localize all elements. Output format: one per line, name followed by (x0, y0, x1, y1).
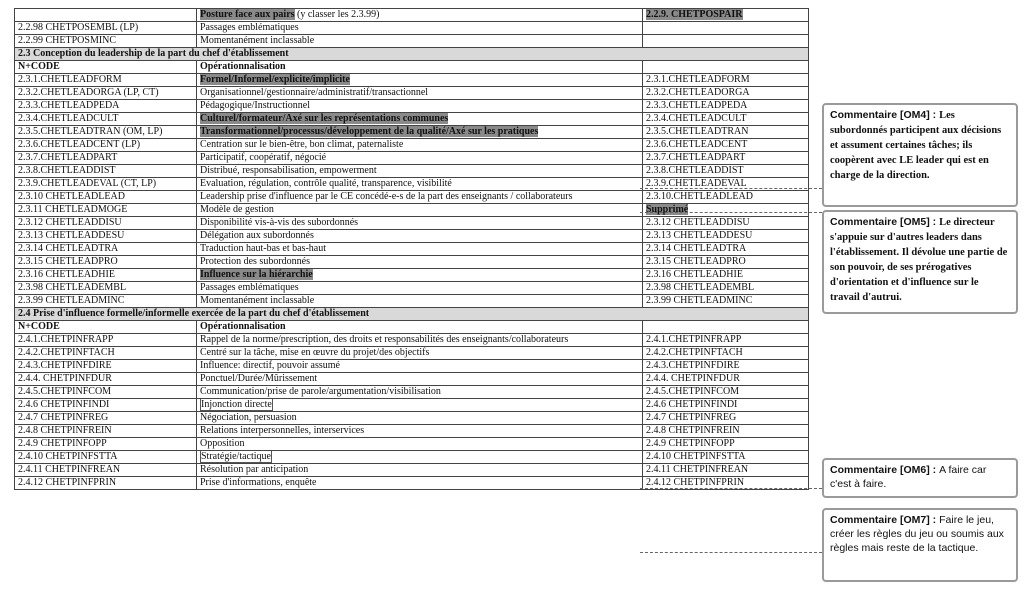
table-row (15, 230, 809, 243)
revised-code-cell (643, 9, 809, 22)
operationalisation-text: Culturel/formateur/Axé sur les représentations communes (200, 113, 449, 124)
revised-code-cell (643, 386, 809, 399)
table-row (15, 269, 809, 282)
operationalisation-text: Centration sur le bien-être, bon climat, paternaliste (200, 139, 404, 150)
revised-code-text: 2.4.12 CHETPINFPRIN (646, 477, 745, 488)
operationalisation-cell (197, 269, 643, 282)
operationalisation-text: Centré sur la tâche, mise en œuvre du projet/des objectifs (200, 347, 430, 358)
revised-code-cell (643, 334, 809, 347)
code-cell: 2.3.1.CHETLEADFORM (15, 74, 197, 87)
table-row (15, 100, 809, 113)
table-row (15, 295, 809, 308)
comment-text: Le directeur s'appuie sur d'autres leaders dans l'établissement. Il dévolue une partie de son pouvoir, de ses prérogatives d'orientation et d'influence sur le travail d'autrui. (830, 217, 1008, 303)
operationalisation-text: Influence sur la hiérarchie (200, 269, 313, 280)
table-row (15, 35, 809, 48)
code-cell: 2.3.10 CHETLEADLEAD (15, 191, 197, 204)
section-title: 2.4 Prise d'influence formelle/informelle exercée de la part du chef d'établissement (15, 308, 809, 321)
table-row (15, 9, 809, 22)
operationalisation-cell (197, 334, 643, 347)
operationalisation-text: Prise d'informations, enquête (200, 477, 317, 488)
operationalisation-text: Protection des subordonnés (200, 256, 310, 267)
code-cell: 2.4.3.CHETPINFDIRE (15, 360, 197, 373)
revised-code-text: 2.3.9.CHETLEADEVAL (646, 178, 747, 189)
comment-om7[interactable] (822, 508, 1018, 582)
revised-code-text: 2.3.6.CHETLEADCENT (646, 139, 748, 150)
operationalisation-cell (197, 61, 643, 74)
operationalisation-cell (197, 256, 643, 269)
code-cell: 2.2.98 CHETPOSEMBL (LP) (15, 22, 197, 35)
operationalisation-text: Transformationnel/processus/développement de la qualité/Axé sur les pratiques (200, 126, 539, 137)
revised-code-cell (643, 165, 809, 178)
operationalisation-cell (197, 204, 643, 217)
revised-code-cell (643, 269, 809, 282)
section-row (15, 48, 809, 61)
revised-code-cell (643, 100, 809, 113)
operationalisation-cell (197, 74, 643, 87)
code-cell: 2.4.7 CHETPINFREG (15, 412, 197, 425)
operationalisation-text: Organisationnel/gestionnaire/administratif/transactionnel (200, 87, 429, 98)
operationalisation-text: Traduction haut-bas et bas-haut (200, 243, 326, 254)
code-cell: 2.4.9 CHETPINFOPP (15, 438, 197, 451)
operationalisation-cell (197, 412, 643, 425)
code-cell: 2.3.9.CHETLEADEVAL (CT, LP) (15, 178, 197, 191)
revised-code-cell (643, 451, 809, 464)
table-row (15, 399, 809, 412)
operationalisation-cell (197, 282, 643, 295)
comment-connector (640, 212, 822, 213)
operationalisation-cell (197, 373, 643, 386)
table-row (15, 451, 809, 464)
code-cell: 2.3.14 CHETLEADTRA (15, 243, 197, 256)
revised-code-text: 2.3.14 CHETLEADTRA (646, 243, 747, 254)
revised-code-text: 2.4.4. CHETPINFDUR (646, 373, 740, 384)
operationalisation-cell (197, 87, 643, 100)
operationalisation-cell (197, 230, 643, 243)
revised-code-text: 2.4.5.CHETPINFCOM (646, 386, 740, 397)
revised-code-cell (643, 204, 809, 217)
code-cell (15, 9, 197, 22)
operationalisation-cell (197, 126, 643, 139)
operationalisation-note: (y classer les 2.3.99) (294, 9, 380, 20)
table-row (15, 113, 809, 126)
table-row (15, 165, 809, 178)
code-cell: 2.3.13 CHETLEADDESU (15, 230, 197, 243)
operationalisation-cell (197, 217, 643, 230)
revised-code-cell (643, 126, 809, 139)
code-cell: 2.4.5.CHETPINFCOM (15, 386, 197, 399)
revised-code-text: 2.4.9 CHETPINFOPP (646, 438, 735, 449)
code-cell: 2.4.12 CHETPINFPRIN (15, 477, 197, 490)
operationalisation-text: Leadership prise d'influence par le CE concédé-e-s de la part des enseignants / collaborateurs (200, 191, 573, 202)
code-cell: N+CODE (15, 321, 197, 334)
code-cell: 2.3.8.CHETLEADDIST (15, 165, 197, 178)
revised-code-cell (643, 152, 809, 165)
operationalisation-cell (197, 165, 643, 178)
table-row (15, 87, 809, 100)
table-row (15, 191, 809, 204)
table-row (15, 22, 809, 35)
revised-code-cell (643, 295, 809, 308)
operationalisation-text: Délégation aux subordonnés (200, 230, 314, 241)
comment-om4[interactable] (822, 103, 1018, 207)
code-cell: 2.4.4. CHETPINFDUR (15, 373, 197, 386)
table-row (15, 360, 809, 373)
code-cell: 2.3.98 CHETLEADEMBL (15, 282, 197, 295)
code-cell: 2.3.5.CHETLEADTRAN (OM, LP) (15, 126, 197, 139)
revised-code-cell (643, 373, 809, 386)
revised-code-text: 2.3.10.CHETLEADLEAD (646, 191, 753, 202)
table-row (15, 217, 809, 230)
code-cell: 2.3.3.CHETLEADPEDA (15, 100, 197, 113)
coding-table (14, 8, 809, 490)
comment-text: Faire le jeu, créer les règles du jeu ou soumis aux règles mais reste de la tactique. (830, 514, 1004, 554)
operationalisation-cell (197, 321, 643, 334)
code-cell: 2.4.10 CHETPINFSTTA (15, 451, 197, 464)
revised-code-text: 2.3.5.CHETLEADTRAN (646, 126, 749, 137)
revised-code-text: 2.3.15 CHETLEADPRO (646, 256, 746, 267)
table-row (15, 373, 809, 386)
code-cell: 2.3.6.CHETLEADCENT (LP) (15, 139, 197, 152)
comment-connector (640, 552, 822, 553)
revised-code-cell (643, 217, 809, 230)
revised-code-text: Supprimé (646, 204, 689, 215)
operationalisation-cell (197, 243, 643, 256)
revised-code-cell (643, 87, 809, 100)
revised-code-cell (643, 74, 809, 87)
operationalisation-text: Résolution par anticipation (200, 464, 309, 475)
operationalisation-text: Momentanément inclassable (200, 35, 315, 46)
comment-label: Commentaire [OM4] : (830, 109, 940, 121)
revised-code-text: 2.4.10 CHETPINFSTTA (646, 451, 746, 462)
table-row (15, 204, 809, 217)
table-row (15, 425, 809, 438)
revised-code-text: 2.3.1.CHETLEADFORM (646, 74, 750, 85)
operationalisation-text: Disponibilité vis-à-vis des subordonnés (200, 217, 359, 228)
comment-om5[interactable] (822, 210, 1018, 314)
section-title: 2.3 Conception du leadership de la part du chef d'établissement (15, 48, 809, 61)
operationalisation-text: Relations interpersonnelles, interservices (200, 425, 365, 436)
operationalisation-cell (197, 22, 643, 35)
operationalisation-text: Pédagogique/Instructionnel (200, 100, 310, 111)
revised-code-cell (643, 425, 809, 438)
operationalisation-text: Opérationnalisation (200, 321, 286, 332)
code-cell: 2.3.2.CHETLEADORGA (LP, CT) (15, 87, 197, 100)
revised-code-cell (643, 412, 809, 425)
operationalisation-cell (197, 139, 643, 152)
revised-code-cell (643, 139, 809, 152)
table-row (15, 464, 809, 477)
revised-code-text: 2.3.98 CHETLEADEMBL (646, 282, 755, 293)
revised-code-cell (643, 61, 809, 74)
operationalisation-cell (197, 360, 643, 373)
operationalisation-cell (197, 477, 643, 490)
operationalisation-cell (197, 35, 643, 48)
revised-code-text: 2.4.3.CHETPINFDIRE (646, 360, 740, 371)
table-row (15, 347, 809, 360)
operationalisation-text: Participatif, coopératif, négocié (200, 152, 327, 163)
operationalisation-text: Opérationnalisation (200, 61, 286, 72)
operationalisation-text: Distribué, responsabilisation, empowerment (200, 165, 377, 176)
table-row (15, 74, 809, 87)
revised-code-text: 2.4.11 CHETPINFREAN (646, 464, 749, 475)
code-cell: 2.4.2.CHETPINFTACH (15, 347, 197, 360)
code-cell: 2.3.7.CHETLEADPART (15, 152, 197, 165)
operationalisation-text: Communication/prise de parole/argumentation/visibilisation (200, 386, 441, 397)
operationalisation-text: Ponctuel/Durée/Mûrissement (200, 373, 318, 384)
revised-code-cell (643, 347, 809, 360)
comment-text: A faire car c'est à faire. (830, 464, 987, 490)
table-row (15, 256, 809, 269)
operationalisation-text: Opposition (200, 438, 245, 449)
revised-code-cell (643, 22, 809, 35)
code-cell: 2.3.12 CHETLEADDISU (15, 217, 197, 230)
code-cell: N+CODE (15, 61, 197, 74)
code-cell: 2.4.11 CHETPINFREAN (15, 464, 197, 477)
operationalisation-text: Posture face aux pairs (200, 9, 295, 20)
operationalisation-cell (197, 295, 643, 308)
revised-code-cell (643, 282, 809, 295)
revised-code-text: 2.3.12 CHETLEADDISU (646, 217, 750, 228)
revised-code-text: 2.3.16 CHETLEADHIE (646, 269, 743, 280)
operationalisation-cell (197, 438, 643, 451)
revised-code-cell (643, 230, 809, 243)
comment-connector (640, 488, 822, 489)
operationalisation-cell (197, 451, 643, 464)
operationalisation-cell (197, 100, 643, 113)
operationalisation-text: Passages emblématiques (200, 22, 299, 33)
operationalisation-text: Influence: directif, pouvoir assumé (200, 360, 340, 371)
revised-code-text: 2.3.7.CHETLEADPART (646, 152, 746, 163)
code-cell: 2.2.99 CHETPOSMINC (15, 35, 197, 48)
comment-text: Les subordonnés participent aux décisions et assument certaines tâches; ils coopèrent avec LE leader qui est en charge de la direction. (830, 110, 1002, 181)
header-row (15, 321, 809, 334)
revised-code-text: 2.4.1.CHETPINFRAPP (646, 334, 742, 345)
revised-code-text: 2.3.4.CHETLEADCULT (646, 113, 747, 124)
revised-code-text: 2.3.8.CHETLEADDIST (646, 165, 744, 176)
revised-code-cell (643, 438, 809, 451)
code-cell: 2.4.6 CHETPINFINDI (15, 399, 197, 412)
code-cell: 2.3.16 CHETLEADHIE (15, 269, 197, 282)
table-row (15, 282, 809, 295)
table-row (15, 412, 809, 425)
operationalisation-text: Formel/Informel/explicite/implicite (200, 74, 350, 85)
revised-code-cell (643, 35, 809, 48)
comment-label: Commentaire [OM7] : (830, 514, 940, 526)
code-cell: 2.4.8 CHETPINFREIN (15, 425, 197, 438)
code-cell: 2.3.4.CHETLEADCULT (15, 113, 197, 126)
comment-connector (640, 188, 822, 189)
operationalisation-text: Stratégie/tactique (201, 451, 271, 462)
table-row (15, 139, 809, 152)
operationalisation-text: Passages emblématiques (200, 282, 299, 293)
code-cell: 2.3.99 CHETLEADMINC (15, 295, 197, 308)
table-row (15, 126, 809, 139)
operationalisation-cell (197, 399, 643, 412)
operationalisation-cell (197, 152, 643, 165)
comment-om6[interactable] (822, 458, 1018, 498)
operationalisation-cell (197, 9, 643, 22)
operationalisation-cell (197, 113, 643, 126)
revised-code-text: 2.3.3.CHETLEADPEDA (646, 100, 748, 111)
operationalisation-cell (197, 386, 643, 399)
table-row (15, 438, 809, 451)
operationalisation-text: Momentanément inclassable (200, 295, 315, 306)
table-row (15, 334, 809, 347)
revised-code-text: 2.4.7 CHETPINFREG (646, 412, 737, 423)
operationalisation-text: Injonction directe (201, 399, 272, 410)
operationalisation-cell (197, 464, 643, 477)
table-row (15, 152, 809, 165)
revised-code-cell (643, 464, 809, 477)
table-row (15, 386, 809, 399)
revised-code-text: 2.2.9. CHETPOSPAIR (646, 9, 743, 20)
revised-code-text: 2.4.8 CHETPINFREIN (646, 425, 740, 436)
code-cell: 2.4.1.CHETPINFRAPP (15, 334, 197, 347)
operationalisation-cell (197, 191, 643, 204)
revised-code-text: 2.4.6 CHETPINFINDI (646, 399, 738, 410)
code-cell: 2.3.11 CHETLEADMOGE (15, 204, 197, 217)
revised-code-cell (643, 360, 809, 373)
operationalisation-text: Modèle de gestion (200, 204, 274, 215)
operationalisation-cell (197, 347, 643, 360)
revised-code-cell (643, 399, 809, 412)
table-row (15, 243, 809, 256)
code-cell: 2.3.15 CHETLEADPRO (15, 256, 197, 269)
revised-code-text: 2.3.99 CHETLEADMINC (646, 295, 753, 306)
revised-code-text: 2.3.13 CHETLEADDESU (646, 230, 753, 241)
operationalisation-text: Rappel de la norme/prescription, des droits et responsabilités des enseignants/collaborateurs (200, 334, 569, 345)
revised-code-text: 2.4.2.CHETPINFTACH (646, 347, 743, 358)
operationalisation-cell (197, 425, 643, 438)
header-row (15, 61, 809, 74)
operationalisation-text: Evaluation, régulation, contrôle qualité, transparence, visibilité (200, 178, 452, 189)
revised-code-cell (643, 191, 809, 204)
revised-code-text: 2.3.2.CHETLEADORGA (646, 87, 750, 98)
operationalisation-cell (197, 178, 643, 191)
section-row (15, 308, 809, 321)
operationalisation-text: Négociation, persuasion (200, 412, 297, 423)
revised-code-cell (643, 243, 809, 256)
comment-label: Commentaire [OM5] : (830, 216, 940, 228)
revised-code-cell (643, 321, 809, 334)
revised-code-cell (643, 113, 809, 126)
comment-label: Commentaire [OM6] : (830, 464, 940, 476)
revised-code-cell (643, 256, 809, 269)
